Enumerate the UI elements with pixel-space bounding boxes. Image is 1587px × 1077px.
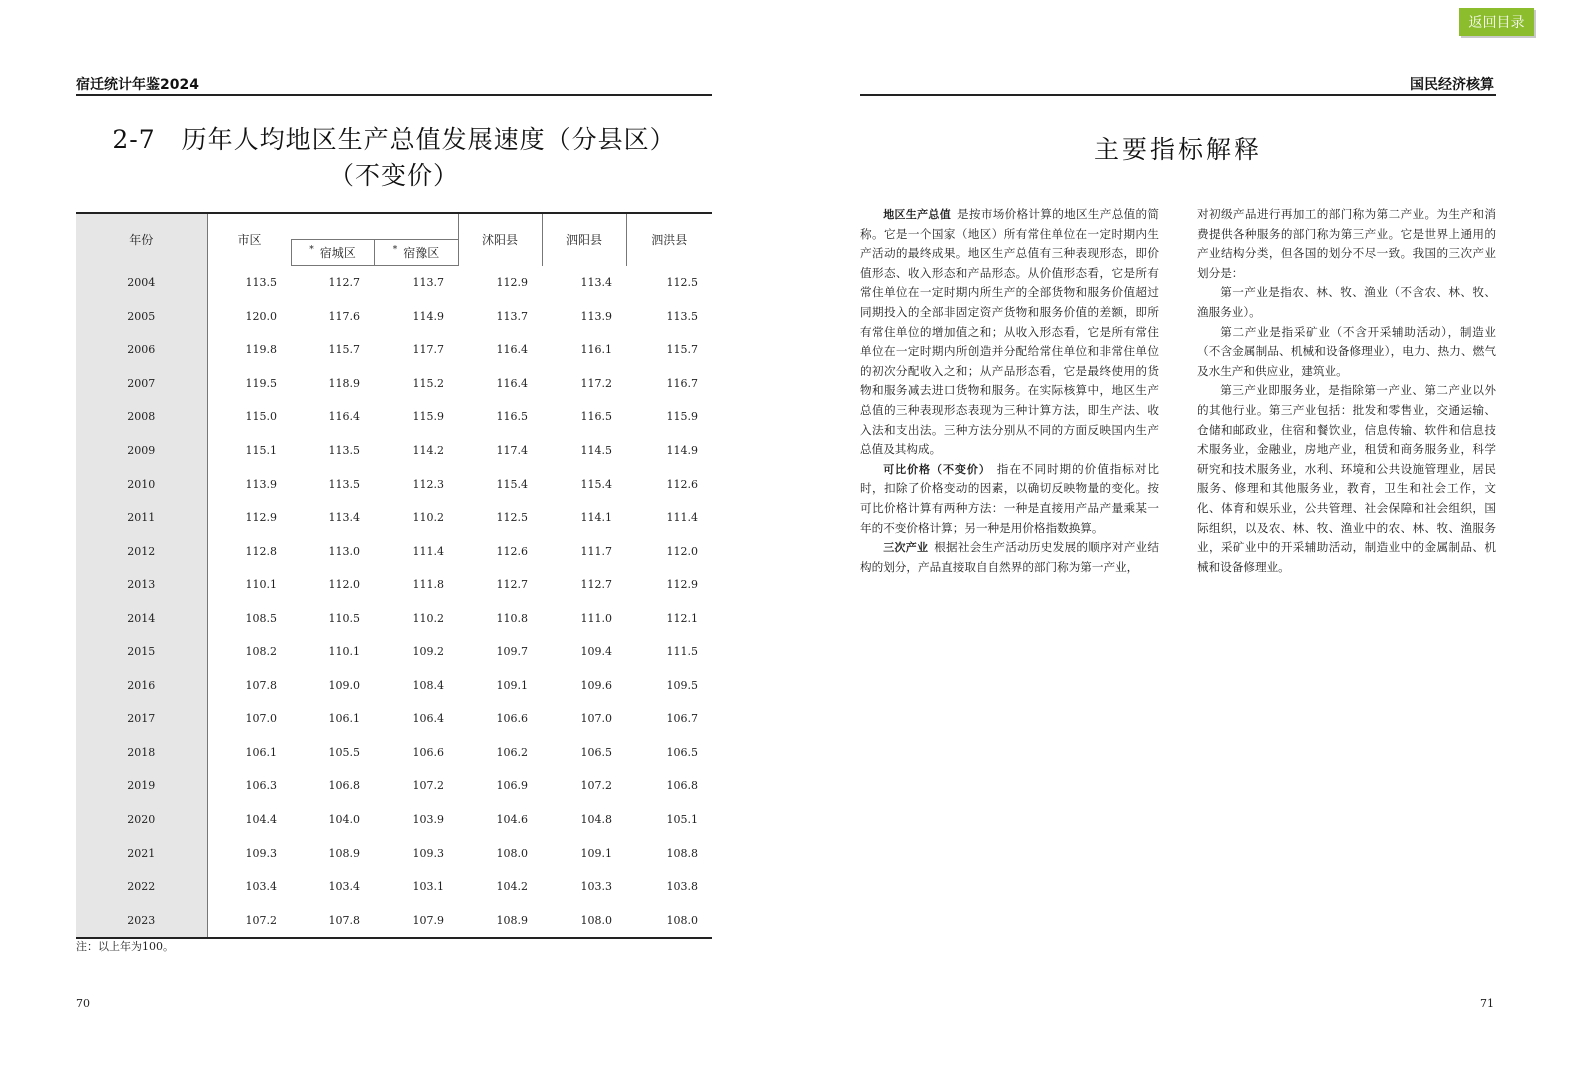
value-cell: 111.8 <box>412 578 444 592</box>
running-head-left: 宿迁统计年鉴2024 <box>76 77 199 93</box>
value-cell: 103.4 <box>245 880 277 894</box>
value-cell: 108.9 <box>328 846 360 860</box>
year-cell: 2016 <box>76 669 207 703</box>
value-cell: 113.4 <box>580 276 612 290</box>
value-cell: 115.9 <box>412 410 444 424</box>
header-rule-right <box>860 94 1496 96</box>
definition-gdp: 是按市场价格计算的地区生产总值的简称。它是一个国家（地区）所有常住单位在一定时期内生产活动的最终成果。地区生产总值有三种表现形态，即价值形态、收入形态和产品形态。从价值形态看，它是所有常住单位在一定时期内所生产的全部货物和服务价值超过同期投入的全部非固定资产货物和服务价值的差额，即所有常住单位的增加值之和；从收入形态看，它是所有常住单位在一定时期内所创造并分配给常住单位和非常住单位的初次分配收入之和；从产品形态看，它是最终使用的货物和服务减去进口货物和服务。在实际核算中，地区生产总值的三种表现形态表现为三种计算方法，即生产法、收入法和支出法。三种方法分别从不同的方面反映国内生产总值及其构成。 <box>860 207 1159 457</box>
value-cell: 107.2 <box>580 779 612 793</box>
paragraph-continued: 对初级产品进行再加工的部门称为第二产业。为生产和消费提供各种服务的部门称为第三产业。它是世界上通用的产业结构分类，但各国的划分不尽一致。我国的三次产业划分是： <box>1197 207 1496 280</box>
value-cell: 104.0 <box>328 813 360 827</box>
growth-table <box>76 212 712 939</box>
value-cell: 108.9 <box>496 913 528 927</box>
table-row <box>76 870 712 904</box>
value-cell: 109.5 <box>666 678 698 692</box>
explanation-columns <box>860 205 1496 577</box>
value-cell: 112.1 <box>666 611 698 625</box>
value-cell: 116.5 <box>496 410 528 424</box>
value-cell: 106.9 <box>496 779 528 793</box>
value-cell: 107.8 <box>245 678 277 692</box>
value-cell: 115.9 <box>666 410 698 424</box>
value-cell: 109.1 <box>580 846 612 860</box>
value-cell: 109.0 <box>328 678 360 692</box>
year-cell: 2004 <box>76 266 207 300</box>
definition-comparable-price: 指在不同时期的价值指标对比时，扣除了价格变动的因素，以确切反映物量的变化。按可比价格计算有两种方法：一种是直接用产品产量乘某一年的不变价格计算；另一种是用价格指数换算。 <box>860 461 1159 535</box>
table-row <box>76 534 712 568</box>
table-body <box>76 266 712 938</box>
paragraph-secondary-industry: 第二产业是指采矿业（不含开采辅助活动），制造业（不含金属制品、机械和设备修理业），电力、热力、燃气及水生产和供应业，建筑业。 <box>1197 324 1496 378</box>
value-cell: 112.5 <box>666 276 698 290</box>
value-cell: 115.7 <box>328 343 360 357</box>
value-cell: 113.9 <box>245 477 277 491</box>
value-cell: 117.7 <box>412 343 444 357</box>
value-cell: 108.0 <box>666 913 698 927</box>
value-cell: 104.2 <box>496 880 528 894</box>
value-cell: 106.8 <box>666 779 698 793</box>
value-cell: 108.4 <box>412 678 444 692</box>
value-cell: 106.1 <box>328 712 360 726</box>
value-cell: 106.6 <box>412 745 444 759</box>
value-cell: 116.7 <box>666 376 698 390</box>
value-cell: 108.0 <box>580 913 612 927</box>
value-cell: 112.5 <box>496 511 528 525</box>
value-cell: 108.5 <box>245 611 277 625</box>
header-suyu <box>374 240 458 266</box>
table-row <box>76 635 712 669</box>
table-row <box>76 266 712 300</box>
value-cell: 109.7 <box>496 645 528 659</box>
term-gdp: 地区生产总值 <box>883 208 952 221</box>
value-cell: 110.2 <box>412 611 444 625</box>
year-cell: 2018 <box>76 736 207 770</box>
value-cell: 107.0 <box>245 712 277 726</box>
year-cell: 2008 <box>76 400 207 434</box>
value-cell: 112.0 <box>666 544 698 558</box>
value-cell: 109.4 <box>580 645 612 659</box>
value-cell: 114.9 <box>412 309 444 323</box>
value-cell: 114.5 <box>580 444 612 457</box>
value-cell: 112.9 <box>666 578 698 592</box>
value-cell: 106.1 <box>245 745 277 759</box>
value-cell: 110.5 <box>328 611 360 625</box>
value-cell: 115.4 <box>496 477 528 491</box>
value-cell: 107.0 <box>580 712 612 726</box>
value-cell: 104.6 <box>496 813 528 827</box>
value-cell: 110.1 <box>245 578 277 592</box>
value-cell: 109.3 <box>412 846 444 860</box>
year-cell: 2015 <box>76 635 207 669</box>
table-row <box>76 400 712 434</box>
value-cell: 107.2 <box>245 913 277 927</box>
value-cell: 103.3 <box>580 880 612 894</box>
value-cell: 106.3 <box>245 779 277 793</box>
table-row <box>76 568 712 602</box>
value-cell: 113.4 <box>328 511 360 525</box>
value-cell: 109.6 <box>580 678 612 692</box>
table-row <box>76 300 712 334</box>
value-cell: 115.7 <box>666 343 698 357</box>
value-cell: 112.7 <box>328 276 360 290</box>
header-sucheng-label: 宿城区 <box>319 246 356 260</box>
header-suyu-label: 宿豫区 <box>403 246 440 260</box>
year-cell: 2022 <box>76 870 207 904</box>
value-cell: 114.1 <box>580 511 612 525</box>
value-cell: 108.8 <box>666 846 698 860</box>
table-title-line1: 2-7 历年人均地区生产总值发展速度（分县区） <box>112 125 676 154</box>
value-cell: 111.7 <box>580 544 612 558</box>
value-cell: 107.9 <box>412 913 444 927</box>
value-cell: 103.1 <box>412 880 444 894</box>
value-cell: 109.3 <box>245 846 277 860</box>
value-cell: 110.2 <box>412 511 444 525</box>
value-cell: 106.5 <box>666 745 698 759</box>
year-cell: 2011 <box>76 501 207 535</box>
term-three-industries: 三次产业 <box>883 541 929 555</box>
value-cell: 112.0 <box>328 578 360 592</box>
paragraph-gdp <box>860 205 1159 460</box>
value-cell: 111.4 <box>412 544 444 558</box>
table-row <box>76 669 712 703</box>
paragraph-three-industries <box>860 538 1159 577</box>
value-cell: 114.2 <box>412 444 444 457</box>
value-cell: 108.2 <box>245 645 277 659</box>
year-cell: 2009 <box>76 434 207 468</box>
value-cell: 113.5 <box>328 477 360 491</box>
page-number-right: 71 <box>1480 997 1494 1010</box>
header-year: 年份 <box>76 213 207 266</box>
value-cell: 115.0 <box>245 410 277 424</box>
year-cell: 2019 <box>76 769 207 803</box>
value-cell: 111.5 <box>666 645 698 659</box>
value-cell: 110.8 <box>496 611 528 625</box>
value-cell: 103.8 <box>666 880 698 894</box>
value-cell: 106.6 <box>496 712 528 726</box>
year-cell: 2006 <box>76 333 207 367</box>
value-cell: 110.1 <box>328 645 360 659</box>
value-cell: 119.5 <box>245 376 277 390</box>
value-cell: 112.7 <box>580 578 612 592</box>
value-cell: 106.5 <box>580 745 612 759</box>
running-head-right: 国民经济核算 <box>1410 77 1494 93</box>
table-row <box>76 467 712 501</box>
year-cell: 2020 <box>76 803 207 837</box>
value-cell: 116.4 <box>328 410 360 424</box>
value-cell: 113.0 <box>328 544 360 558</box>
value-cell: 112.7 <box>496 578 528 592</box>
year-cell: 2013 <box>76 568 207 602</box>
table-row <box>76 434 712 468</box>
value-cell: 111.4 <box>666 511 698 525</box>
paragraph-comparable-price <box>860 460 1159 538</box>
value-cell: 104.8 <box>580 813 612 827</box>
year-cell: 2017 <box>76 702 207 736</box>
paragraph-tertiary-industry: 第三产业即服务业，是指除第一产业、第二产业以外的其他行业。第三产业包括：批发和零售业，交通运输、仓储和邮政业，住宿和餐饮业，信息传输、软件和信息技术服务业，金融业，房地产业，租赁和商务服务业，科学研究和技术服务业，水利、环境和公共设施管理业，居民服务、修理和其他服务业，教育，卫生和社会工作，文化、体育和娱乐业，公共管理、社会保障和社会组织，国际组织，以及农、林、牧、渔业中的农、林、牧、渔服务业，采矿业中的开采辅助活动，制造业中的金属制品、机械和设备修理业。 <box>1197 383 1496 574</box>
header-shuyang: 沭阳县 <box>458 213 542 266</box>
table-row <box>76 803 712 837</box>
value-cell: 116.5 <box>580 410 612 424</box>
value-cell: 111.0 <box>580 611 612 625</box>
table-row <box>76 836 712 870</box>
value-cell: 120.0 <box>245 309 277 323</box>
year-cell: 2023 <box>76 903 207 938</box>
year-cell: 2005 <box>76 300 207 334</box>
value-cell: 115.1 <box>245 444 277 457</box>
value-cell: 112.6 <box>496 544 528 558</box>
value-cell: 105.1 <box>666 813 698 827</box>
year-cell: 2007 <box>76 367 207 401</box>
value-cell: 115.2 <box>412 376 444 390</box>
table-row <box>76 333 712 367</box>
value-cell: 106.7 <box>666 712 698 726</box>
year-cell: 2010 <box>76 467 207 501</box>
value-cell: 106.8 <box>328 779 360 793</box>
header-siyang: 泗阳县 <box>542 213 626 266</box>
table-title <box>76 122 712 194</box>
value-cell: 107.8 <box>328 913 360 927</box>
year-cell: 2012 <box>76 534 207 568</box>
asterisk-mark: * <box>309 245 314 255</box>
paragraph-primary-industry: 第一产业是指农、林、牧、渔业（不含农、林、牧、渔服务业）。 <box>1197 285 1496 319</box>
table-title-line2: （不变价） <box>328 161 459 190</box>
header-sihong: 泗洪县 <box>626 213 712 266</box>
value-cell: 105.5 <box>328 745 360 759</box>
value-cell: 109.2 <box>412 645 444 659</box>
value-cell: 114.9 <box>666 444 698 457</box>
value-cell: 113.5 <box>245 276 277 290</box>
value-cell: 117.4 <box>496 444 528 457</box>
value-cell: 113.9 <box>580 309 612 323</box>
value-cell: 116.4 <box>496 343 528 357</box>
value-cell: 113.7 <box>412 276 444 290</box>
table-row <box>76 501 712 535</box>
value-cell: 106.4 <box>412 712 444 726</box>
value-cell: 119.8 <box>245 343 277 357</box>
year-cell: 2021 <box>76 836 207 870</box>
text-column-1 <box>860 205 1159 577</box>
value-cell: 117.2 <box>580 376 612 390</box>
value-cell: 103.4 <box>328 880 360 894</box>
value-cell: 115.4 <box>580 477 612 491</box>
value-cell: 107.2 <box>412 779 444 793</box>
value-cell: 112.9 <box>496 276 528 290</box>
value-cell: 112.3 <box>412 477 444 491</box>
value-cell: 116.1 <box>580 343 612 357</box>
page-number-left: 70 <box>76 997 90 1010</box>
header-city-group <box>291 213 458 240</box>
asterisk-mark: * <box>392 245 398 255</box>
value-cell: 104.4 <box>245 813 277 827</box>
table-row <box>76 903 712 938</box>
value-cell: 113.7 <box>496 309 528 323</box>
value-cell: 113.5 <box>666 309 698 323</box>
value-cell: 112.6 <box>666 477 698 491</box>
header-sucheng <box>291 240 374 266</box>
table-row <box>76 702 712 736</box>
table-row <box>76 367 712 401</box>
left-page <box>0 0 793 1077</box>
value-cell: 112.8 <box>245 544 277 558</box>
value-cell: 109.1 <box>496 678 528 692</box>
value-cell: 116.4 <box>496 376 528 390</box>
back-to-contents-button[interactable]: 返回目录 <box>1459 8 1534 36</box>
value-cell: 112.9 <box>245 511 277 525</box>
value-cell: 108.0 <box>496 846 528 860</box>
text-column-2 <box>1197 205 1496 577</box>
value-cell: 103.9 <box>412 813 444 827</box>
year-cell: 2014 <box>76 601 207 635</box>
term-comparable-price: 可比价格（不变价） <box>883 462 991 476</box>
header-city: 市区 <box>207 213 291 266</box>
section-title: 主要指标解释 <box>1093 135 1262 164</box>
table-note: 注：以上年为100。 <box>76 940 174 953</box>
header-rule-left <box>76 94 712 96</box>
value-cell: 118.9 <box>328 376 360 390</box>
table-row <box>76 601 712 635</box>
table-row <box>76 769 712 803</box>
definition-three-industries: 根据社会生产活动历史发展的顺序对产业结构的划分，产品直接取自自然界的部门称为第一产业， <box>860 540 1159 574</box>
table-row <box>76 736 712 770</box>
value-cell: 117.6 <box>328 309 360 323</box>
value-cell: 106.2 <box>496 745 528 759</box>
value-cell: 113.5 <box>328 444 360 457</box>
